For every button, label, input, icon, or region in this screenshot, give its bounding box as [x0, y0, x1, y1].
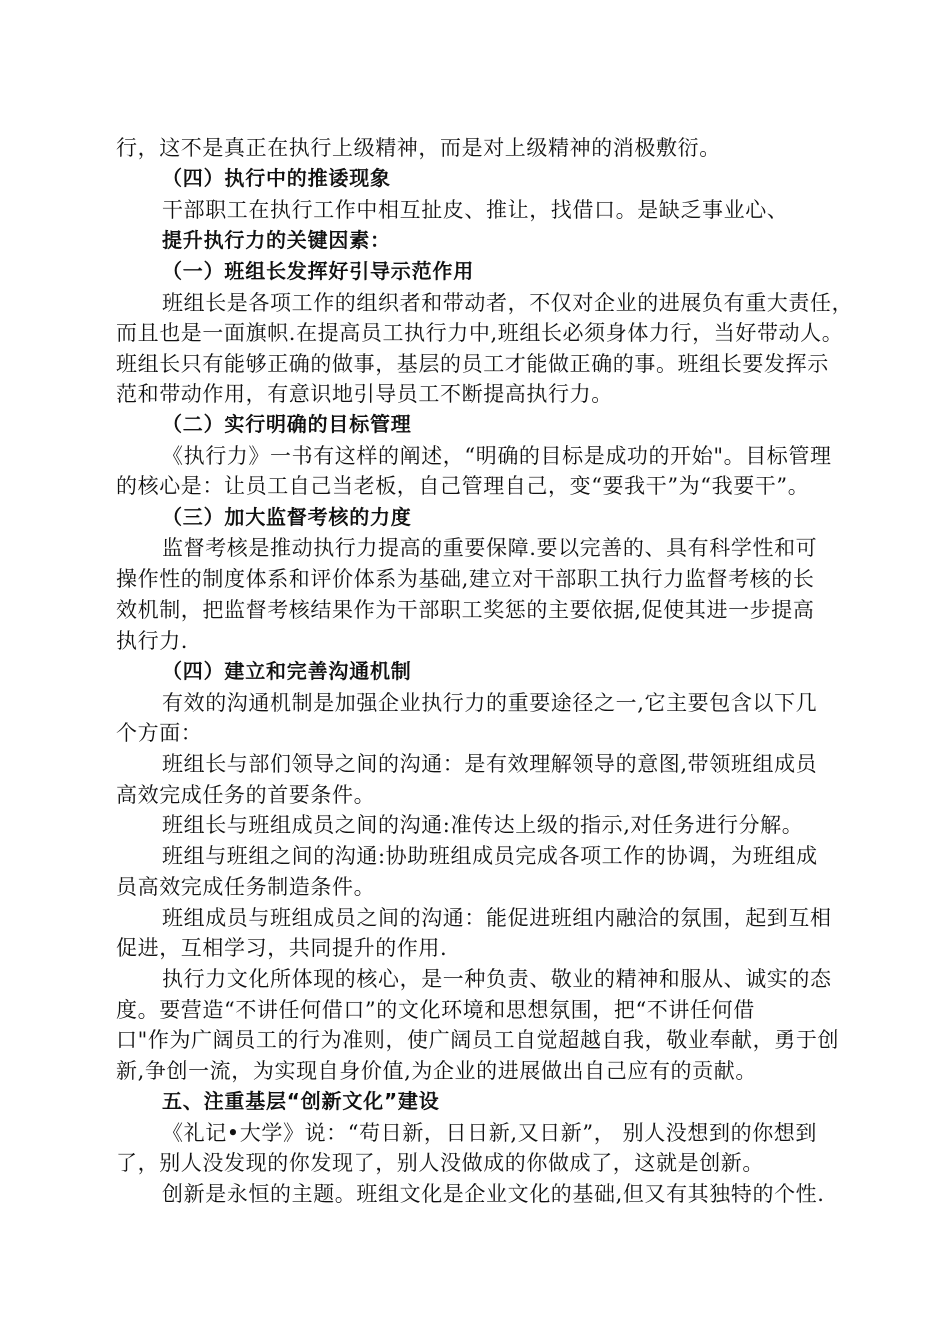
paragraph-line: 范和带动作用，有意识地引导员工不断提高执行力。 [116, 382, 613, 406]
paragraph-line: 班组长与部们领导之间的沟通：是有效理解领导的意图,带领班组成员 [162, 752, 818, 776]
section-heading: （四）执行中的推诿现象 [162, 166, 391, 190]
section-heading: （四）建立和完善沟通机制 [162, 659, 412, 683]
paragraph-line: 干部职工在执行工作中相互扯皮、推让，找借口。是缺乏事业心、 [162, 198, 789, 222]
paragraph-line: 员高效完成任务制造条件。 [116, 875, 376, 899]
paragraph-line: 而且也是一面旗帜.在提高员工执行力中,班组长必须身体力行，当好带动人。 [116, 321, 844, 345]
paragraph-line: 的核心是：让员工自己当老板，自己管理自己，变“要我干”为“我要干”。 [116, 474, 810, 498]
paragraph-line: 班组长是各项工作的组织者和带动者，不仅对企业的进展负有重大责任， [162, 291, 854, 315]
section-heading: 五、注重基层“创新文化”建设 [162, 1089, 440, 1113]
paragraph-line: 了，别人没发现的你发现了，别人没做成的你做成了，这就是创新。 [116, 1151, 764, 1175]
paragraph-line: 班组成员与班组成员之间的沟通：能促进班组内融洽的氛围，起到互相 [162, 906, 832, 930]
paragraph-line: 口"作为广阔员工的行为准则，使广阔员工自觉超越自我，敬业奉献，勇于创 [116, 1028, 840, 1052]
paragraph-line: 执行力. [116, 629, 189, 653]
paragraph-line: 高效完成任务的首要条件。 [116, 783, 376, 807]
paragraph-line: 有效的沟通机制是加强企业执行力的重要途径之一,它主要包含以下几 [162, 691, 818, 715]
paragraph-line: 个方面： [116, 721, 203, 745]
paragraph-line: 创新是永恒的主题。班组文化是企业文化的基础,但又有其独特的个性. [162, 1182, 825, 1206]
paragraph-line: 《礼记•大学》说：“苟日新，日日新,又日新”， 别人没想到的你想到 [162, 1121, 818, 1145]
section-heading: （二）实行明确的目标管理 [162, 412, 412, 436]
paragraph-line: 监督考核是推动执行力提高的重要保障.要以完善的、具有科学性和可 [162, 536, 818, 560]
paragraph-line: 《执行力》一书有这样的阐述，“明确的目标是成功的开始"。目标管理 [162, 444, 832, 468]
section-heading: （三）加大监督考核的力度 [162, 505, 412, 529]
paragraph-line: 度。要营造“不讲任何借口”的文化环境和思想氛围，把“不讲任何借 [116, 998, 755, 1022]
paragraph-line: 执行力文化所体现的核心，是一种负责、敬业的精神和服从、诚实的态 [162, 967, 832, 991]
paragraph-line: 促进，互相学习，共同提升的作用. [116, 936, 448, 960]
paragraph-line: 效机制，把监督考核结果作为干部职工奖惩的主要依据,促使其进一步提高 [116, 598, 815, 622]
section-heading: （一）班组长发挥好引导示范作用 [162, 259, 474, 283]
paragraph-line: 班组长与班组成员之间的沟通:准传达上级的指示,对任务进行分解。 [162, 813, 804, 837]
paragraph-line: 班组长只有能够正确的做事，基层的员工才能做正确的事。班组长要发挥示 [116, 352, 829, 376]
paragraph-line: 班组与班组之间的沟通:协助班组成员完成各项工作的协调，为班组成 [162, 844, 818, 868]
paragraph-line: 新,争创一流，为实现自身价值,为企业的进展做出自己应有的贡献。 [116, 1059, 757, 1083]
section-heading: 提升执行力的关键因素： [162, 228, 391, 252]
paragraph-line: 操作性的制度体系和评价体系为基础,建立对干部职工执行力监督考核的长 [116, 567, 815, 591]
paragraph-line: 行，这不是真正在执行上级精神，而是对上级精神的消极敷衍。 [116, 136, 721, 160]
